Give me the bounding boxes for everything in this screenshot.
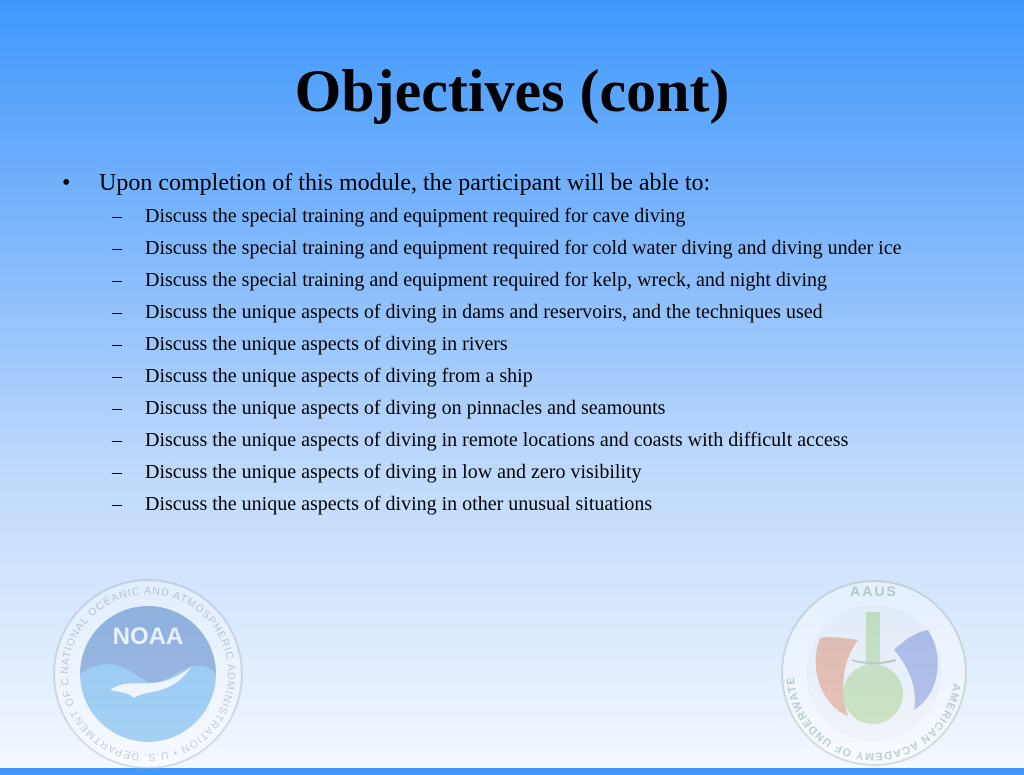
noaa-seal-icon (52, 578, 244, 770)
noaa-ring-text: NATIONAL OCEANIC AND ATMOSPHERIC ADMINISTRATION • U.S. DEPARTMENT OF C (58, 584, 238, 764)
list-item (62, 362, 982, 390)
dash-marker: – (112, 365, 122, 387)
list-item-text: Discuss the special training and equipment required for kelp, wreck, and night diving (145, 269, 828, 291)
list-item (62, 458, 982, 486)
list-item (62, 266, 982, 294)
dash-marker: – (112, 397, 122, 419)
list-item-text: Discuss the unique aspects of diving in rivers (145, 333, 508, 355)
dash-marker: – (112, 269, 122, 291)
list-item-text: Discuss the unique aspects of diving from a ship (145, 365, 533, 387)
list-item (62, 234, 982, 262)
dash-marker: – (112, 237, 122, 259)
list-item-text: Discuss the unique aspects of diving in other unusual situations (145, 493, 653, 515)
list-item (62, 202, 982, 230)
noaa-logo (52, 578, 244, 770)
list-item (62, 298, 982, 326)
noaa-center-text: NOAA (112, 623, 184, 650)
dash-marker: – (112, 493, 122, 515)
bullet-marker: • (62, 170, 71, 196)
dash-marker: – (112, 301, 122, 323)
list-item (62, 426, 982, 454)
aaus-top-text: AAUS (850, 583, 898, 599)
list-item-text: Discuss the special training and equipment required for cave diving (145, 205, 686, 227)
list-item-text: Discuss the unique aspects of diving in dams and reservoirs, and the techniques used (145, 301, 823, 323)
dash-marker: – (112, 429, 122, 451)
objectives-list (62, 202, 982, 518)
list-item-text: Discuss the unique aspects of diving on pinnacles and seamounts (145, 397, 666, 419)
list-item-text: Discuss the unique aspects of diving in low and zero visibility (145, 461, 642, 483)
list-item (62, 490, 982, 518)
slide-title: Objectives (cont) (294, 58, 730, 124)
dash-marker: – (112, 333, 122, 355)
main-bullet (62, 168, 982, 198)
aaus-logo (778, 578, 970, 768)
dash-marker: – (112, 205, 122, 227)
aaus-seal-icon (778, 578, 970, 768)
dash-marker: – (112, 461, 122, 483)
aaus-ring-text: AMERICAN ACADEMY OF UNDERWATE (784, 675, 963, 763)
main-bullet-text: Upon completion of this module, the participant will be able to: (99, 170, 711, 196)
list-item (62, 330, 982, 358)
list-item-text: Discuss the special training and equipment required for cold water diving and diving under ice (145, 237, 902, 259)
list-item (62, 394, 982, 422)
list-item-text: Discuss the unique aspects of diving in remote locations and coasts with difficult access (145, 429, 849, 451)
slide-content (62, 168, 982, 522)
